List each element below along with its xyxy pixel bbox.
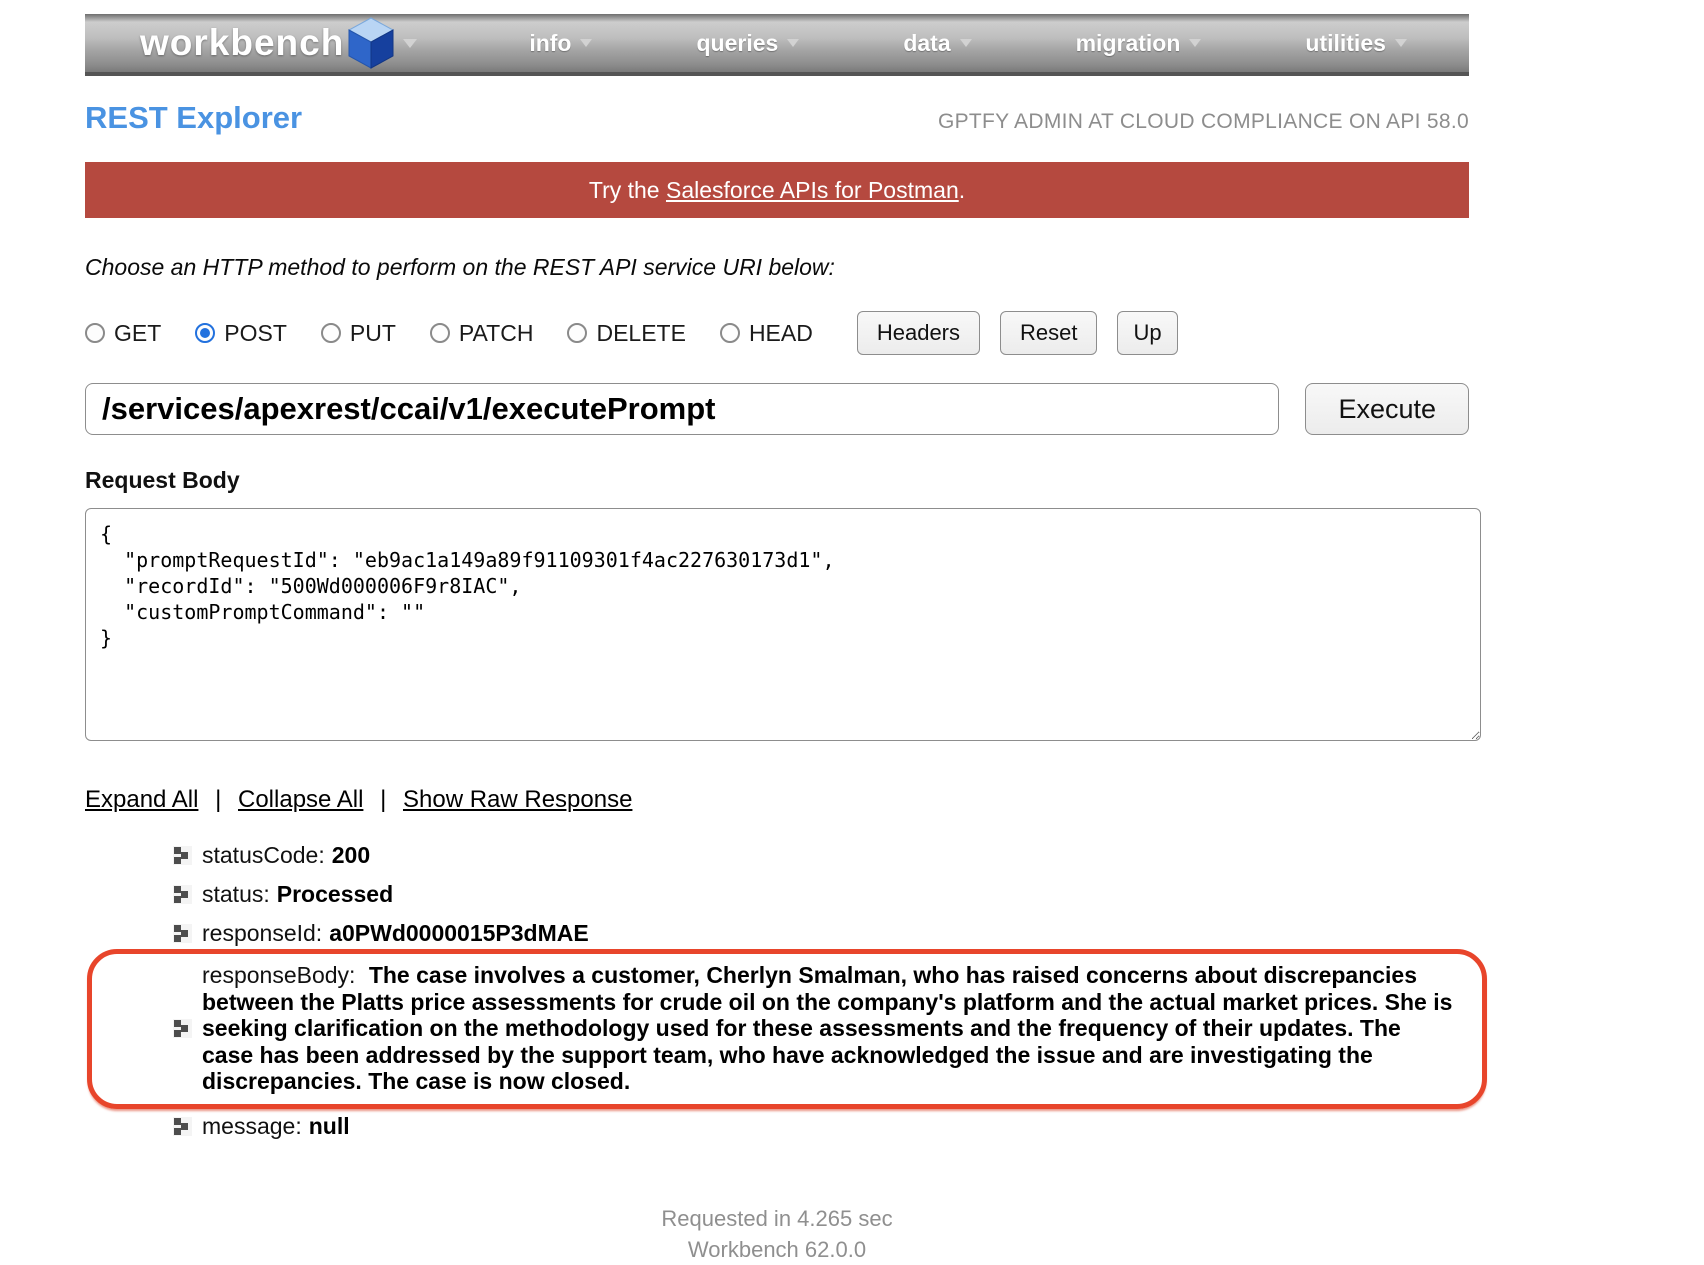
chevron-down-icon bbox=[580, 39, 592, 47]
tree-row-message bbox=[173, 1111, 1469, 1141]
node-label: message: bbox=[202, 1112, 302, 1139]
logo-dropdown-caret-icon bbox=[403, 39, 417, 48]
show-raw-response-link[interactable]: Show Raw Response bbox=[402, 786, 633, 813]
node-value: Processed bbox=[276, 881, 394, 907]
tree-node-icon[interactable] bbox=[173, 1019, 192, 1038]
response-tree bbox=[85, 840, 1469, 1141]
execute-button[interactable]: Execute bbox=[1305, 383, 1469, 435]
radio-get-label: GET bbox=[114, 319, 162, 346]
postman-link[interactable]: Salesforce APIs for Postman bbox=[665, 176, 959, 203]
radio-delete[interactable] bbox=[567, 320, 685, 347]
radio-patch-label: PATCH bbox=[458, 319, 534, 346]
radio-delete-label: DELETE bbox=[596, 319, 686, 346]
node-label: responseId: bbox=[202, 920, 323, 946]
chevron-down-icon bbox=[1189, 39, 1201, 47]
tree-node-icon[interactable] bbox=[173, 924, 192, 943]
radio-head-label: HEAD bbox=[748, 319, 813, 346]
request-body-textarea[interactable] bbox=[85, 508, 1481, 741]
footer bbox=[85, 1203, 1469, 1265]
radio-patch[interactable] bbox=[430, 320, 534, 347]
nav-item-info[interactable] bbox=[529, 30, 592, 57]
radio-get-circle[interactable] bbox=[85, 323, 105, 343]
radio-delete-circle[interactable] bbox=[567, 323, 587, 343]
tree-node-icon[interactable] bbox=[173, 885, 192, 904]
radio-post[interactable] bbox=[195, 320, 287, 347]
chevron-down-icon bbox=[1395, 39, 1407, 47]
radio-head-circle[interactable] bbox=[720, 323, 740, 343]
tree-node-icon[interactable] bbox=[173, 1117, 192, 1136]
nav-item-data[interactable] bbox=[903, 30, 971, 57]
nav-item-utilities[interactable] bbox=[1305, 30, 1407, 57]
radio-put-circle[interactable] bbox=[321, 323, 341, 343]
up-button[interactable]: Up bbox=[1117, 311, 1177, 355]
org-context-label: GPTFY ADMIN AT CLOUD COMPLIANCE ON API 58.0 bbox=[937, 110, 1469, 133]
node-value: 200 bbox=[331, 842, 371, 868]
node-value: null bbox=[308, 1112, 350, 1139]
response-links-row bbox=[85, 786, 1469, 814]
http-method-instruction: Choose an HTTP method to perform on the REST API service URI below: bbox=[85, 254, 835, 280]
workbench-cube-icon bbox=[348, 17, 394, 74]
uri-input[interactable] bbox=[85, 383, 1279, 435]
expand-all-link[interactable]: Expand All bbox=[85, 786, 199, 813]
link-separator: | bbox=[380, 786, 387, 813]
node-value: a0PWd0000015P3dMAE bbox=[329, 920, 589, 946]
page-title: REST Explorer bbox=[85, 100, 303, 135]
nav-item-migration[interactable] bbox=[1076, 30, 1202, 57]
nav-item-label: data bbox=[903, 29, 951, 56]
node-value: The case involves a customer, Cherlyn Smalman, who has raised concerns about discrepancies between the Platts price assessments for crude oil on the company's platform and the actual market prices. She is seeking clarification on the methodology used for these assessments and the frequency of their updates. The case has been addressed by the support team, who have acknowledged the issue and are investigating the discrepancies. The case is now closed. bbox=[202, 962, 1453, 1094]
radio-post-circle[interactable] bbox=[195, 323, 215, 343]
banner-text-suffix: . bbox=[958, 176, 966, 203]
node-label: statusCode: bbox=[202, 842, 325, 868]
radio-get[interactable] bbox=[85, 320, 161, 347]
radio-put-label: PUT bbox=[349, 319, 396, 346]
footer-request-time: Requested in 4.265 sec bbox=[661, 1205, 893, 1231]
node-label: status: bbox=[202, 881, 270, 907]
tree-row-responseid bbox=[173, 918, 1469, 948]
link-separator: | bbox=[215, 786, 222, 813]
chevron-down-icon bbox=[960, 39, 972, 47]
nav-item-label: info bbox=[529, 29, 572, 56]
workbench-logo[interactable] bbox=[85, 13, 417, 74]
page bbox=[85, 0, 1469, 1265]
top-navbar bbox=[85, 14, 1469, 76]
banner-text-prefix: Try the bbox=[588, 176, 666, 203]
radio-put[interactable] bbox=[321, 320, 396, 347]
request-body-label: Request Body bbox=[85, 467, 240, 493]
chevron-down-icon bbox=[787, 39, 799, 47]
collapse-all-link[interactable]: Collapse All bbox=[238, 786, 364, 813]
tree-row-statuscode bbox=[173, 840, 1469, 870]
url-row bbox=[85, 383, 1469, 435]
response-body-wrapper bbox=[173, 962, 1469, 1095]
nav-item-label: utilities bbox=[1305, 29, 1386, 56]
footer-version: Workbench 62.0.0 bbox=[687, 1236, 867, 1262]
title-row bbox=[85, 100, 1469, 136]
tree-row-responsebody bbox=[173, 962, 1455, 1095]
postman-banner bbox=[85, 162, 1469, 218]
nav-item-queries[interactable] bbox=[696, 30, 799, 57]
radio-head[interactable] bbox=[720, 320, 813, 347]
headers-button[interactable]: Headers bbox=[857, 311, 980, 355]
radio-post-label: POST bbox=[224, 319, 287, 346]
http-method-row bbox=[85, 311, 1469, 355]
workbench-logo-text: workbench bbox=[140, 22, 345, 63]
nav-menu bbox=[529, 30, 1407, 57]
node-label: responseBody: bbox=[202, 962, 356, 988]
reset-button[interactable]: Reset bbox=[1000, 311, 1097, 355]
nav-item-label: queries bbox=[696, 29, 779, 56]
nav-item-label: migration bbox=[1075, 29, 1181, 56]
radio-patch-circle[interactable] bbox=[430, 323, 450, 343]
tree-node-icon[interactable] bbox=[173, 846, 192, 865]
tree-row-status bbox=[173, 879, 1469, 909]
